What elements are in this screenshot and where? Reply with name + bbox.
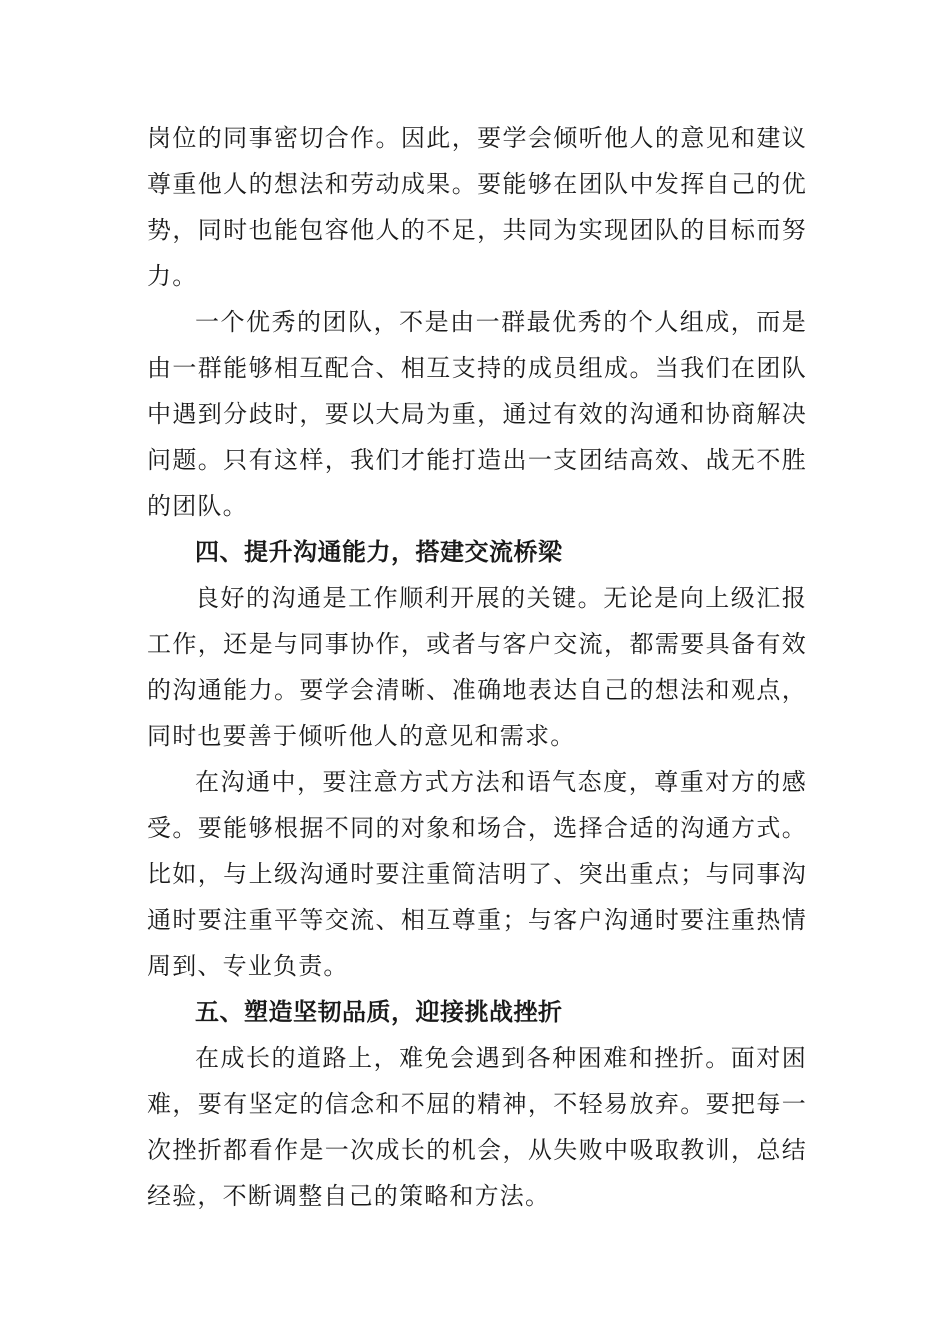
- body-paragraph: 一个优秀的团队，不是由一群最优秀的个人组成，而是由一群能够相互配合、相互支持的成员组成。当我们在团队中遇到分歧时，要以大局为重，通过有效的沟通和协商解决问题。只有这样，我们才能打造出一支团结高效、战无不胜的团队。: [147, 308, 807, 520]
- section-heading: 五、塑造坚韧品质，迎接挑战挫折: [195, 998, 563, 1026]
- document-page: [147, 115, 807, 1219]
- body-paragraph: 岗位的同事密切合作。因此，要学会倾听他人的意见和建议尊重他人的想法和劳动成果。要能够在团队中发挥自己的优势，同时也能包容他人的不足，共同为实现团队的目标而努力。: [147, 124, 807, 290]
- body-paragraph: 在成长的道路上，难免会遇到各种困难和挫折。面对困难，要有坚定的信念和不屈的精神，不轻易放弃。要把每一次挫折都看作是一次成长的机会，从失败中吸取教训，总结经验，不断调整自己的策略和方法。: [147, 1044, 807, 1210]
- body-paragraph: 良好的沟通是工作顺利开展的关键。无论是向上级汇报工作，还是与同事协作，或者与客户交流，都需要具备有效的沟通能力。要学会清晰、准确地表达自己的想法和观点，同时也要善于倾听他人的意见和需求。: [147, 584, 807, 750]
- section-heading: 四、提升沟通能力，搭建交流桥梁: [195, 538, 563, 566]
- body-paragraph: 在沟通中，要注意方式方法和语气态度，尊重对方的感受。要能够根据不同的对象和场合，选择合适的沟通方式。比如，与上级沟通时要注重简洁明了、突出重点；与同事沟通时要注重平等交流、相互尊重；与客户沟通时要注重热情周到、专业负责。: [147, 768, 807, 980]
